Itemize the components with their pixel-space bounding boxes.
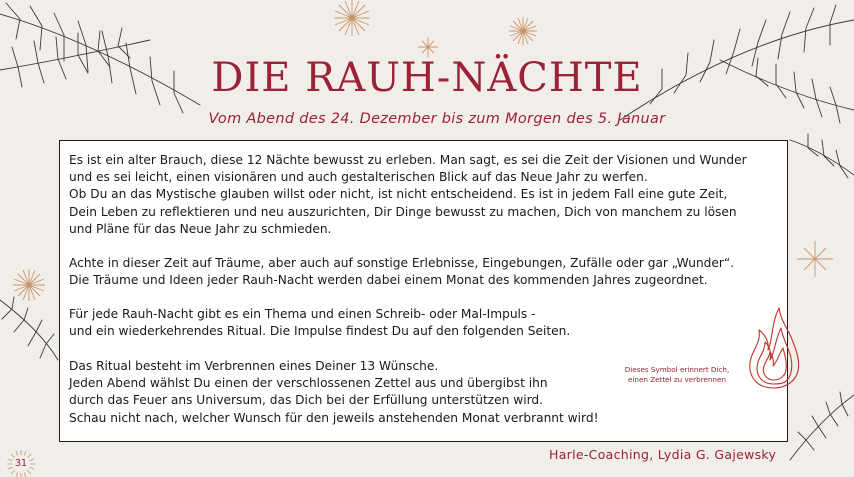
star-burst-icon [334, 0, 370, 36]
page-subtitle: Vom Abend des 24. Dezember bis zum Morgen des 5. Januar [208, 111, 666, 127]
symbol-note [608, 365, 746, 385]
text-line: und ein wiederkehrendes Ritual. Die Impulse findest Du auf den folgenden Seiten. [69, 324, 571, 339]
fir-branch-icon [0, 297, 58, 360]
page-number: 31 [14, 458, 28, 469]
text-line: und Pläne für das Neue Jahr zu schmieden. [69, 221, 332, 236]
text-line: Dein Leben zu reflektieren und neu auszurichten, Dir Dinge bewusst zu machen, Dich von manchem zu lösen [69, 204, 737, 219]
text-line: Schau nicht nach, welcher Wunsch für den jeweils anstehenden Monat verbrannt wird! [69, 410, 599, 425]
fir-branch-icon [790, 392, 854, 460]
fir-branch-icon [790, 134, 854, 178]
footer-author: Harle-Coaching, Lydia G. Gajewsky [549, 447, 777, 462]
paragraph-intro [69, 152, 784, 238]
text-line: und es sei leicht, einen visionären und auch gestalterischen Blick auf das Neue Jahr zu werfen. [69, 170, 648, 185]
symbol-note-line: einen Zettel zu verbrennen [627, 375, 727, 384]
page-number-badge [6, 449, 36, 477]
star-burst-icon [509, 17, 537, 45]
text-line: Das Ritual besteht im Verbrennen eines Deiner 13 Wünsche. [69, 359, 439, 373]
text-line: Für jede Rauh-Nacht gibt es ein Thema und einen Schreib- oder Mal-Impuls - [69, 307, 536, 321]
text-line: durch das Feuer ans Universum, das Dich bei der Erfüllung unterstützen wird. [69, 393, 544, 408]
flame-icon [745, 304, 803, 390]
content-box [59, 140, 788, 442]
sparkle-icon [797, 241, 833, 277]
text-line: Ob Du an das Mystische glauben willst oder nicht, ist nicht entscheidend. Es ist in jedem Fall eine gute Zeit, [69, 187, 728, 202]
paragraph-dreams [69, 255, 784, 289]
page-title: DIE RAUH-NÄCHTE [211, 55, 643, 101]
text-line: Jeden Abend wählst Du einen der verschlossenen Zettel aus und übergibst ihn [69, 376, 548, 391]
text-line: Es ist ein alter Brauch, diese 12 Nächte bewusst zu erleben. Man sagt, es sei die Zeit der Visionen und Wunder [69, 153, 747, 167]
star-burst-icon [13, 269, 45, 301]
text-line: Die Träume und Ideen jeder Rauh-Nacht werden dabei einem Monat des kommenden Jahres zugeordnet. [69, 273, 708, 288]
text-line: Achte in dieser Zeit auf Träume, aber auch auf sonstige Erlebnisse, Eingebungen, Zufälle oder gar „Wunder“. [69, 256, 735, 270]
paragraph-impulse [69, 306, 784, 340]
symbol-note-line: Dieses Symbol erinnert Dich, [624, 365, 730, 374]
